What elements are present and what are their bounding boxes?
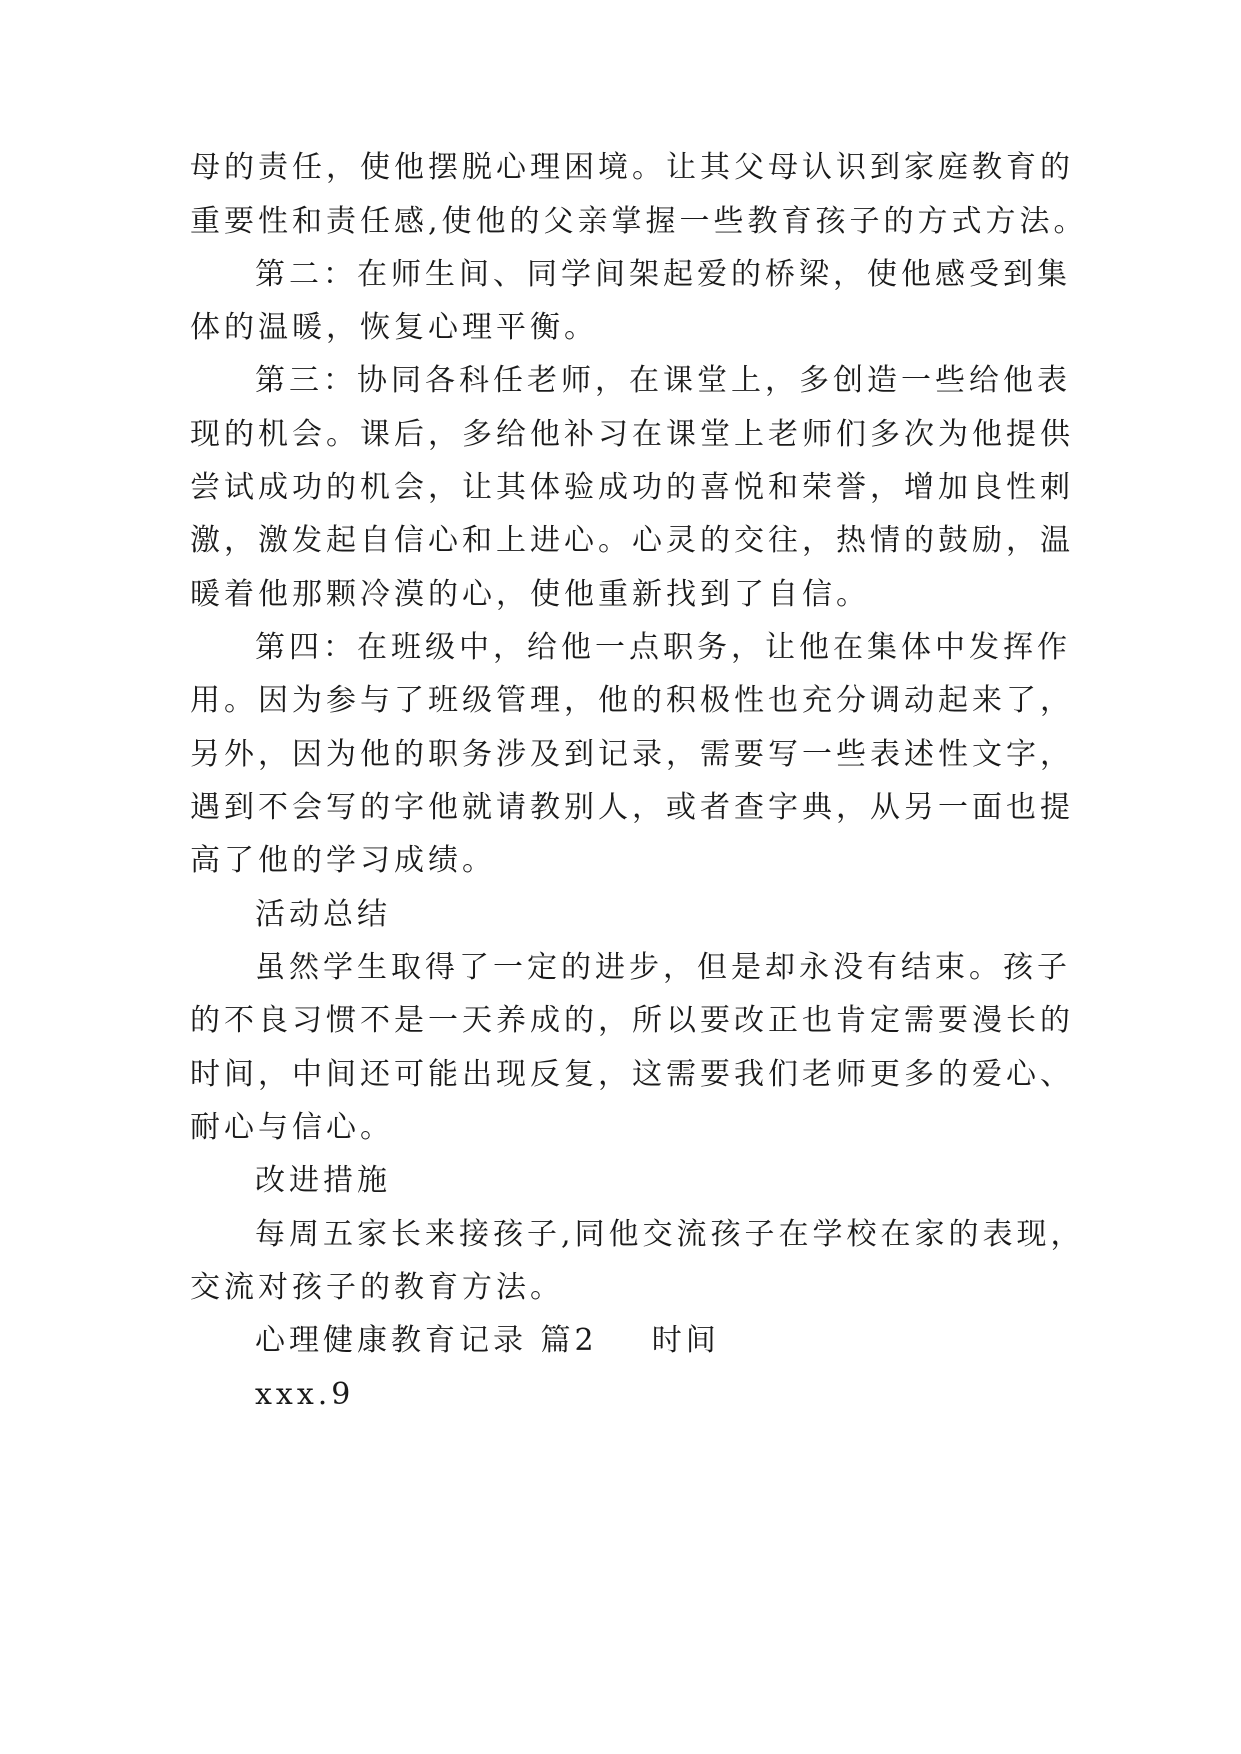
- text-line: 重要性和责任感,使他的父亲掌握一些教育孩子的方式方法。: [190, 204, 1088, 239]
- text-line: 每周五家长来接孩子,同他交流孩子在学校在家的表现，: [255, 1217, 1085, 1252]
- date-line: xxx.9: [255, 1377, 355, 1412]
- text-line: 母的责任，使他摆脱心理困境。让其父母认识到家庭教育的: [190, 150, 1074, 185]
- text-line: 第二：在师生间、同学间架起爱的桥梁，使他感受到集: [255, 257, 1071, 292]
- text-line: 暖着他那颗冷漠的心，使他重新找到了自信。: [190, 577, 870, 612]
- text-line: 的不良习惯不是一天养成的，所以要改正也肯定需要漫长的: [190, 1003, 1074, 1038]
- text-line: 时间，中间还可能出现反复，这需要我们老师更多的爱心、: [190, 1057, 1074, 1092]
- text-line: 高了他的学习成绩。: [190, 843, 496, 878]
- text-line: 体的温暖，恢复心理平衡。: [190, 310, 598, 345]
- text-line: 另外，因为他的职务涉及到记录，需要写一些表述性文字，: [190, 737, 1074, 772]
- record-title-line: 心理健康教育记录 篇2 时间: [255, 1323, 720, 1358]
- section-heading: 改进措施: [255, 1163, 391, 1198]
- text-line: 耐心与信心。: [190, 1110, 394, 1145]
- text-line: 遇到不会写的字他就请教别人，或者查字典，从另一面也提: [190, 790, 1074, 825]
- text-line: 第四：在班级中，给他一点职务，让他在集体中发挥作: [255, 630, 1071, 665]
- text-line: 第三：协同各科任老师，在课堂上，多创造一些给他表: [255, 363, 1071, 398]
- section-heading: 活动总结: [255, 897, 391, 932]
- text-line: 尝试成功的机会，让其体验成功的喜悦和荣誉，增加良性刺: [190, 470, 1074, 505]
- text-line: 交流对孩子的教育方法。: [190, 1270, 564, 1305]
- text-line: 激，激发起自信心和上进心。心灵的交往，热情的鼓励，温: [190, 523, 1074, 558]
- text-line: 现的机会。课后，多给他补习在课堂上老师们多次为他提供: [190, 417, 1074, 452]
- text-line: 虽然学生取得了一定的进步，但是却永没有结束。孩子: [255, 950, 1071, 985]
- text-line: 用。因为参与了班级管理，他的积极性也充分调动起来了，: [190, 683, 1074, 718]
